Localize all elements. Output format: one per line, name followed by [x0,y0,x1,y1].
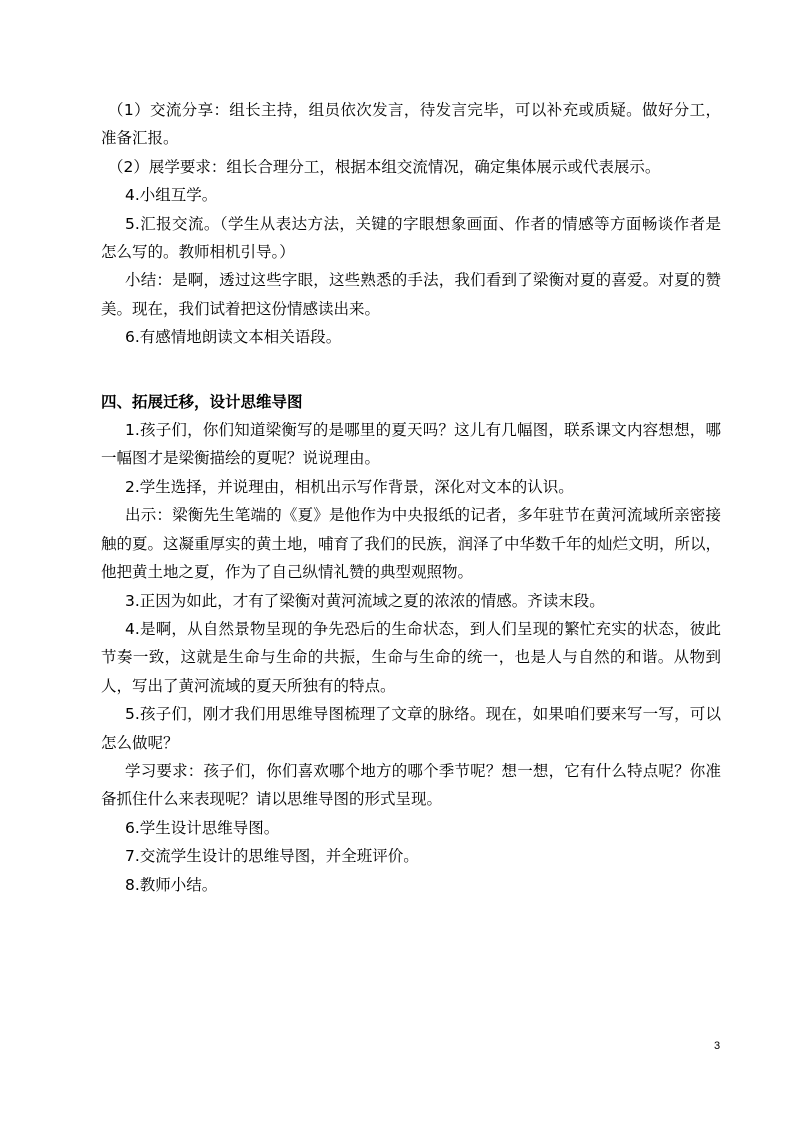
page-number: 3 [714,1040,721,1052]
paragraph-item-6: 6.学生设计思维导图。 [125,818,280,837]
paragraph-summary: 小结：是啊，透过这些字眼，这些熟悉的手法，我们看到了梁衡对夏的喜爱。对夏的赞美。现在，我们试着把这份情感读出来。 [101,271,721,318]
paragraph-item-5: 5.孩子们，刚才我们用思维导图梳理了文章的脉络。现在，如果咱们要来写一写，可以怎么做呢？ [101,705,721,752]
paragraph-presentation-requirements: （2）展学要求：组长合理分工，根据本组交流情况，确定集体展示或代表展示。 [107,157,661,176]
paragraph-exchange-share: （1）交流分享：组长主持，组员依次发言，待发言完毕，可以补充或质疑。做好分工，准备汇报。 [101,101,721,148]
paragraph-group-learning: 4.小组互学。 [125,186,218,205]
paragraph-item-7: 7.交流学生设计的思维导图，并全班评价。 [125,847,419,866]
section-heading: 四、拓展迁移，设计思维导图 [101,392,303,411]
paragraph-item-2: 2.学生选择，并说理由，相机出示写作背景，深化对文本的认识。 [125,477,574,496]
paragraph-item-8: 8.教师小结。 [125,875,218,894]
paragraph-read-aloud: 6.有感情地朗读文本相关语段。 [125,328,342,347]
paragraph-report-exchange: 5.汇报交流。（学生从表达方法，关键的字眼想象画面、作者的情感等方面畅谈作者是怎么写的。教师相机引导。） [101,214,721,262]
paragraph-learning-requirements: 学习要求：孩子们，你们喜欢哪个地方的哪个季节呢？想一想，它有什么特点呢？你准备抓住什么来表现呢？请以思维导图的形式呈现。 [101,761,721,809]
paragraph-show-background: 出示：梁衡先生笔端的《夏》是他作为中央报纸的记者，多年驻节在黄河流域所亲密接触的夏。这凝重厚实的黄土地，哺育了我们的民族，润泽了中华数千年的灿烂文明，所以，他把黄土地之夏，作为了自己纵情礼赞的典型观照物。 [101,506,722,582]
paragraph-item-1: 1.孩子们，你们知道梁衡写的是哪里的夏天吗？这儿有几幅图，联系课文内容想想，哪一幅图才是梁衡描绘的夏呢？说说理由。 [101,421,721,468]
paragraph-item-4: 4.是啊，从自然景物呈现的争先恐后的生命状态，到人们呈现的繁忙充实的状态，彼此节奏一致，这就是生命与生命的共振，生命与生命的统一，也是人与自然的和谐。从物到人，写出了黄河流域的夏天所独有的特点。 [101,619,721,695]
paragraph-item-3: 3.正因为如此，才有了梁衡对黄河流域之夏的浓浓的情感。齐读末段。 [125,591,605,610]
document-body [101,96,721,899]
